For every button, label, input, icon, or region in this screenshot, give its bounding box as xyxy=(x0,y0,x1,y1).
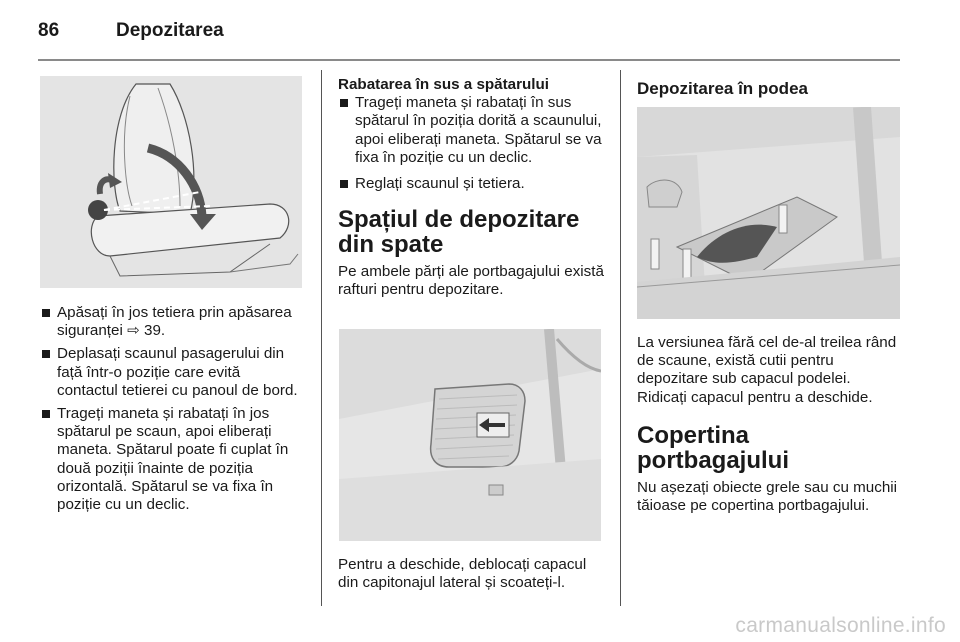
subheading: Rabatarea în sus a spătarului xyxy=(338,76,550,93)
section-heading: Depozitarea în podea xyxy=(637,79,808,98)
paragraph: Nu așezați obiecte grele sau cu muchii tăioase pe copertina portbagajului. xyxy=(637,478,898,515)
watermark: carmanualsonline.info xyxy=(735,614,946,637)
right-heading-block xyxy=(637,80,903,98)
list-item xyxy=(338,175,606,193)
left-column-text xyxy=(40,304,304,519)
bullet-icon xyxy=(340,180,348,188)
page-number: 86 xyxy=(38,20,60,41)
bullet-icon xyxy=(340,99,348,107)
seat-illustration xyxy=(40,76,302,288)
storage-compartment-illustration xyxy=(339,329,601,541)
list-item xyxy=(40,405,304,514)
floor-storage-illustration xyxy=(637,107,900,319)
right-column-text xyxy=(637,334,903,515)
caption-text: Pentru a deschide, deblocați capacul din capitonajul lateral și scoateți-l. xyxy=(338,556,587,592)
middle-column-text xyxy=(338,76,606,300)
bullet-icon xyxy=(42,350,50,358)
list-item-text: Deplasați scaunul pasagerului din față într-o poziție care evită contactul tetierei cu panoul de bord. xyxy=(57,345,298,399)
paragraph: La versiunea fără cel de-al treilea rând de scaune, există cutii pentru depozitare sub capacul podelei. Ridicați capacul pentru a deschide. xyxy=(637,334,897,406)
caption xyxy=(338,556,606,592)
list-item-text: Trageți maneta și rabatați în jos spătarul pe scaun, apoi eliberați maneta. Spătarul poate fi cuplat în două poziții înainte de poziția orizontală. Spătarul se va fixa în poziție cu un declic. xyxy=(57,405,289,514)
list-item-text: Apăsați în jos tetiera prin apăsarea siguranței ⇨ 39. xyxy=(57,304,292,340)
list-item xyxy=(40,304,304,340)
bullet-icon xyxy=(42,309,50,317)
intro-paragraph: Pe ambele părți ale portbagajului există rafturi pentru depozitare. xyxy=(338,263,604,299)
column-divider-left xyxy=(321,70,322,606)
list-item xyxy=(338,94,606,167)
column-divider-right xyxy=(620,70,621,606)
list-item-text: Reglați scaunul și tetiera. xyxy=(355,175,525,193)
header-rule xyxy=(38,59,900,61)
section-heading: Copertina portbagajului xyxy=(637,421,789,474)
page-title: Depozitarea xyxy=(116,20,224,41)
list-item xyxy=(40,345,304,400)
bullet-icon xyxy=(42,410,50,418)
section-heading: Spațiul de depozitare din spate xyxy=(338,206,580,259)
list-item-text: Trageți maneta și rabatați în sus spătarul în poziția dorită a scaunului, apoi eliberați maneta. Spătarul se va fixa în poziție cu un declic. xyxy=(355,94,602,166)
